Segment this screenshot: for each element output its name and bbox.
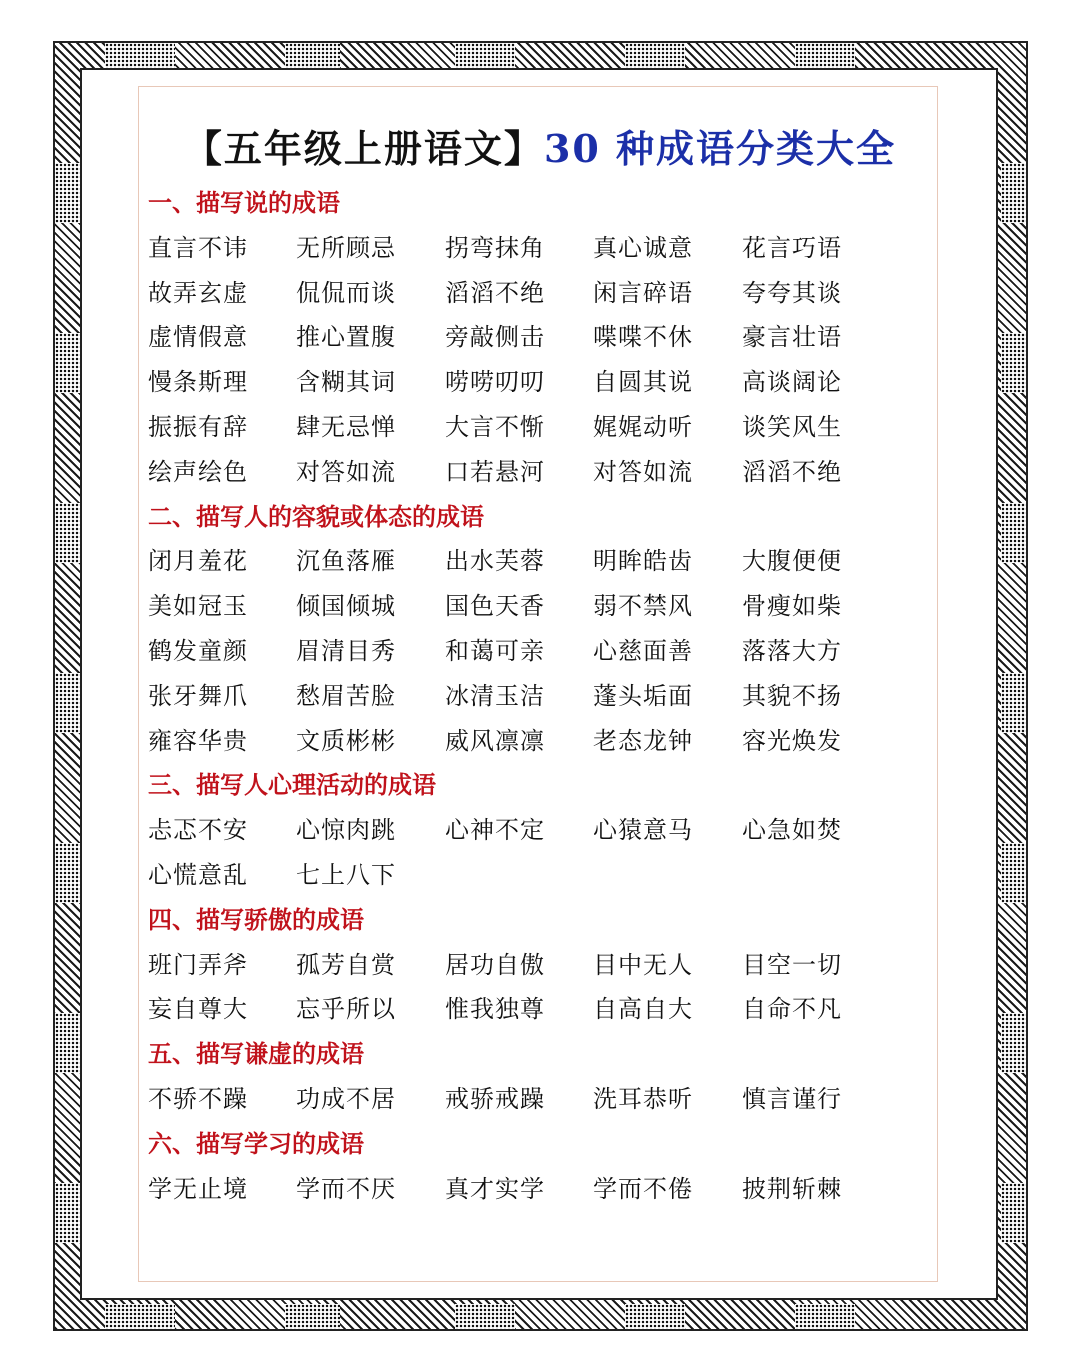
idiom-item: 学而不倦 bbox=[593, 1174, 693, 1203]
idiom-item: 滔滔不绝 bbox=[742, 457, 842, 486]
idiom-item: 学无止境 bbox=[148, 1174, 248, 1203]
idiom-item: 真心诚意 bbox=[593, 233, 693, 262]
idiom-item: 孤芳自赏 bbox=[296, 950, 396, 979]
idiom-item: 夸夸其谈 bbox=[742, 278, 842, 307]
idiom-item: 鹤发童颜 bbox=[148, 637, 248, 665]
section-heading: 二、描写人的容貌或体态的成语 bbox=[148, 501, 484, 531]
idiom-item: 心惊肉跳 bbox=[296, 816, 396, 845]
idiom-item: 目中无人 bbox=[593, 950, 693, 979]
idiom-item: 喋喋不休 bbox=[593, 323, 693, 352]
idiom-item: 自高自大 bbox=[593, 995, 693, 1024]
idiom-item: 绘声绘色 bbox=[148, 457, 248, 486]
idiom-item: 愁眉苦脸 bbox=[296, 681, 396, 710]
idiom-item: 振振有辞 bbox=[148, 413, 248, 441]
idiom-item: 披荆斩棘 bbox=[742, 1174, 842, 1203]
idiom-item: 洗耳恭听 bbox=[593, 1085, 693, 1113]
idiom-item: 肆无忌惮 bbox=[296, 413, 396, 441]
idiom-item: 花言巧语 bbox=[742, 233, 842, 262]
idiom-item: 七上八下 bbox=[296, 861, 396, 889]
idiom-item: 慢条斯理 bbox=[148, 368, 248, 397]
idiom-item: 直言不讳 bbox=[148, 233, 248, 262]
idiom-item: 心慌意乱 bbox=[148, 861, 248, 889]
idiom-item: 滔滔不绝 bbox=[445, 278, 545, 307]
idiom-item: 闭月羞花 bbox=[148, 547, 248, 576]
idiom-item: 拐弯抹角 bbox=[445, 233, 545, 262]
idiom-item: 娓娓动听 bbox=[593, 413, 693, 441]
idiom-item: 美如冠玉 bbox=[148, 592, 248, 621]
idiom-item: 容光焕发 bbox=[742, 726, 842, 755]
section-heading: 四、描写骄傲的成语 bbox=[148, 904, 364, 934]
idiom-item: 妄自尊大 bbox=[148, 995, 248, 1024]
idiom-item: 冰清玉洁 bbox=[445, 681, 545, 710]
page-title bbox=[0, 118, 1080, 173]
idiom-item: 无所顾忌 bbox=[296, 233, 396, 262]
idiom-item: 大言不惭 bbox=[445, 413, 545, 441]
section-heading: 一、描写说的成语 bbox=[148, 188, 340, 217]
idiom-item: 真才实学 bbox=[445, 1174, 545, 1203]
idiom-item: 学而不厌 bbox=[296, 1174, 396, 1203]
idiom-item: 口若悬河 bbox=[445, 457, 545, 486]
idiom-item: 和蔼可亲 bbox=[445, 637, 545, 665]
idiom-item: 其貌不扬 bbox=[742, 681, 842, 710]
idiom-item: 豪言壮语 bbox=[742, 323, 842, 352]
idiom-item: 虚情假意 bbox=[148, 323, 248, 352]
idiom-item: 忐忑不安 bbox=[148, 816, 248, 845]
idiom-item: 出水芙蓉 bbox=[445, 547, 545, 576]
idiom-item: 威风凛凛 bbox=[445, 726, 545, 755]
idiom-item: 心猿意马 bbox=[593, 816, 693, 845]
idiom-item: 雍容华贵 bbox=[148, 726, 248, 755]
idiom-item: 功成不居 bbox=[296, 1085, 396, 1113]
idiom-item: 落落大方 bbox=[742, 637, 842, 665]
idiom-item: 沉鱼落雁 bbox=[296, 547, 396, 576]
idiom-item: 含糊其词 bbox=[296, 368, 396, 397]
idiom-item: 心慈面善 bbox=[593, 637, 693, 665]
idiom-item: 张牙舞爪 bbox=[148, 681, 248, 710]
idiom-item: 眉清目秀 bbox=[296, 637, 396, 665]
idiom-item: 自圆其说 bbox=[593, 368, 693, 397]
idiom-item: 旁敲侧击 bbox=[445, 323, 545, 352]
idiom-item: 弱不禁风 bbox=[593, 592, 693, 621]
idiom-item: 高谈阔论 bbox=[742, 368, 842, 397]
idiom-item: 惟我独尊 bbox=[445, 995, 545, 1024]
section-heading: 五、描写谦虚的成语 bbox=[148, 1039, 364, 1069]
idiom-item: 明眸皓齿 bbox=[593, 547, 693, 576]
section-heading: 三、描写人心理活动的成语 bbox=[148, 770, 436, 800]
idiom-item: 自命不凡 bbox=[742, 995, 842, 1024]
idiom-item: 倾国倾城 bbox=[296, 592, 396, 621]
idiom-item: 侃侃而谈 bbox=[296, 278, 396, 307]
idiom-item: 唠唠叨叨 bbox=[445, 368, 545, 397]
idiom-item: 老态龙钟 bbox=[593, 726, 693, 755]
idiom-item: 文质彬彬 bbox=[296, 726, 396, 755]
idiom-item: 对答如流 bbox=[593, 457, 693, 486]
section-heading: 六、描写学习的成语 bbox=[148, 1128, 364, 1158]
idiom-item: 慎言谨行 bbox=[742, 1085, 842, 1113]
idiom-item: 蓬头垢面 bbox=[593, 681, 693, 710]
title-bracket: 【五年级上册语文】 bbox=[183, 126, 544, 171]
idiom-item: 大腹便便 bbox=[742, 547, 842, 576]
idiom-item: 推心置腹 bbox=[296, 323, 396, 352]
idiom-item: 目空一切 bbox=[742, 950, 842, 979]
idiom-item: 对答如流 bbox=[296, 457, 396, 486]
idiom-item: 心急如焚 bbox=[742, 816, 842, 845]
title-highlight: 30 种成语分类大全 bbox=[543, 126, 897, 171]
idiom-item: 班门弄斧 bbox=[148, 950, 248, 979]
idiom-item: 心神不定 bbox=[445, 816, 545, 845]
idiom-item: 故弄玄虚 bbox=[148, 278, 248, 307]
idiom-item: 国色天香 bbox=[445, 592, 545, 621]
idiom-item: 忘乎所以 bbox=[296, 995, 396, 1024]
idiom-item: 骨瘦如柴 bbox=[742, 592, 842, 621]
idiom-item: 闲言碎语 bbox=[593, 278, 693, 307]
idiom-item: 不骄不躁 bbox=[148, 1085, 248, 1113]
idiom-item: 谈笑风生 bbox=[742, 413, 842, 441]
idiom-item: 居功自傲 bbox=[445, 950, 545, 979]
idiom-item: 戒骄戒躁 bbox=[445, 1085, 545, 1113]
